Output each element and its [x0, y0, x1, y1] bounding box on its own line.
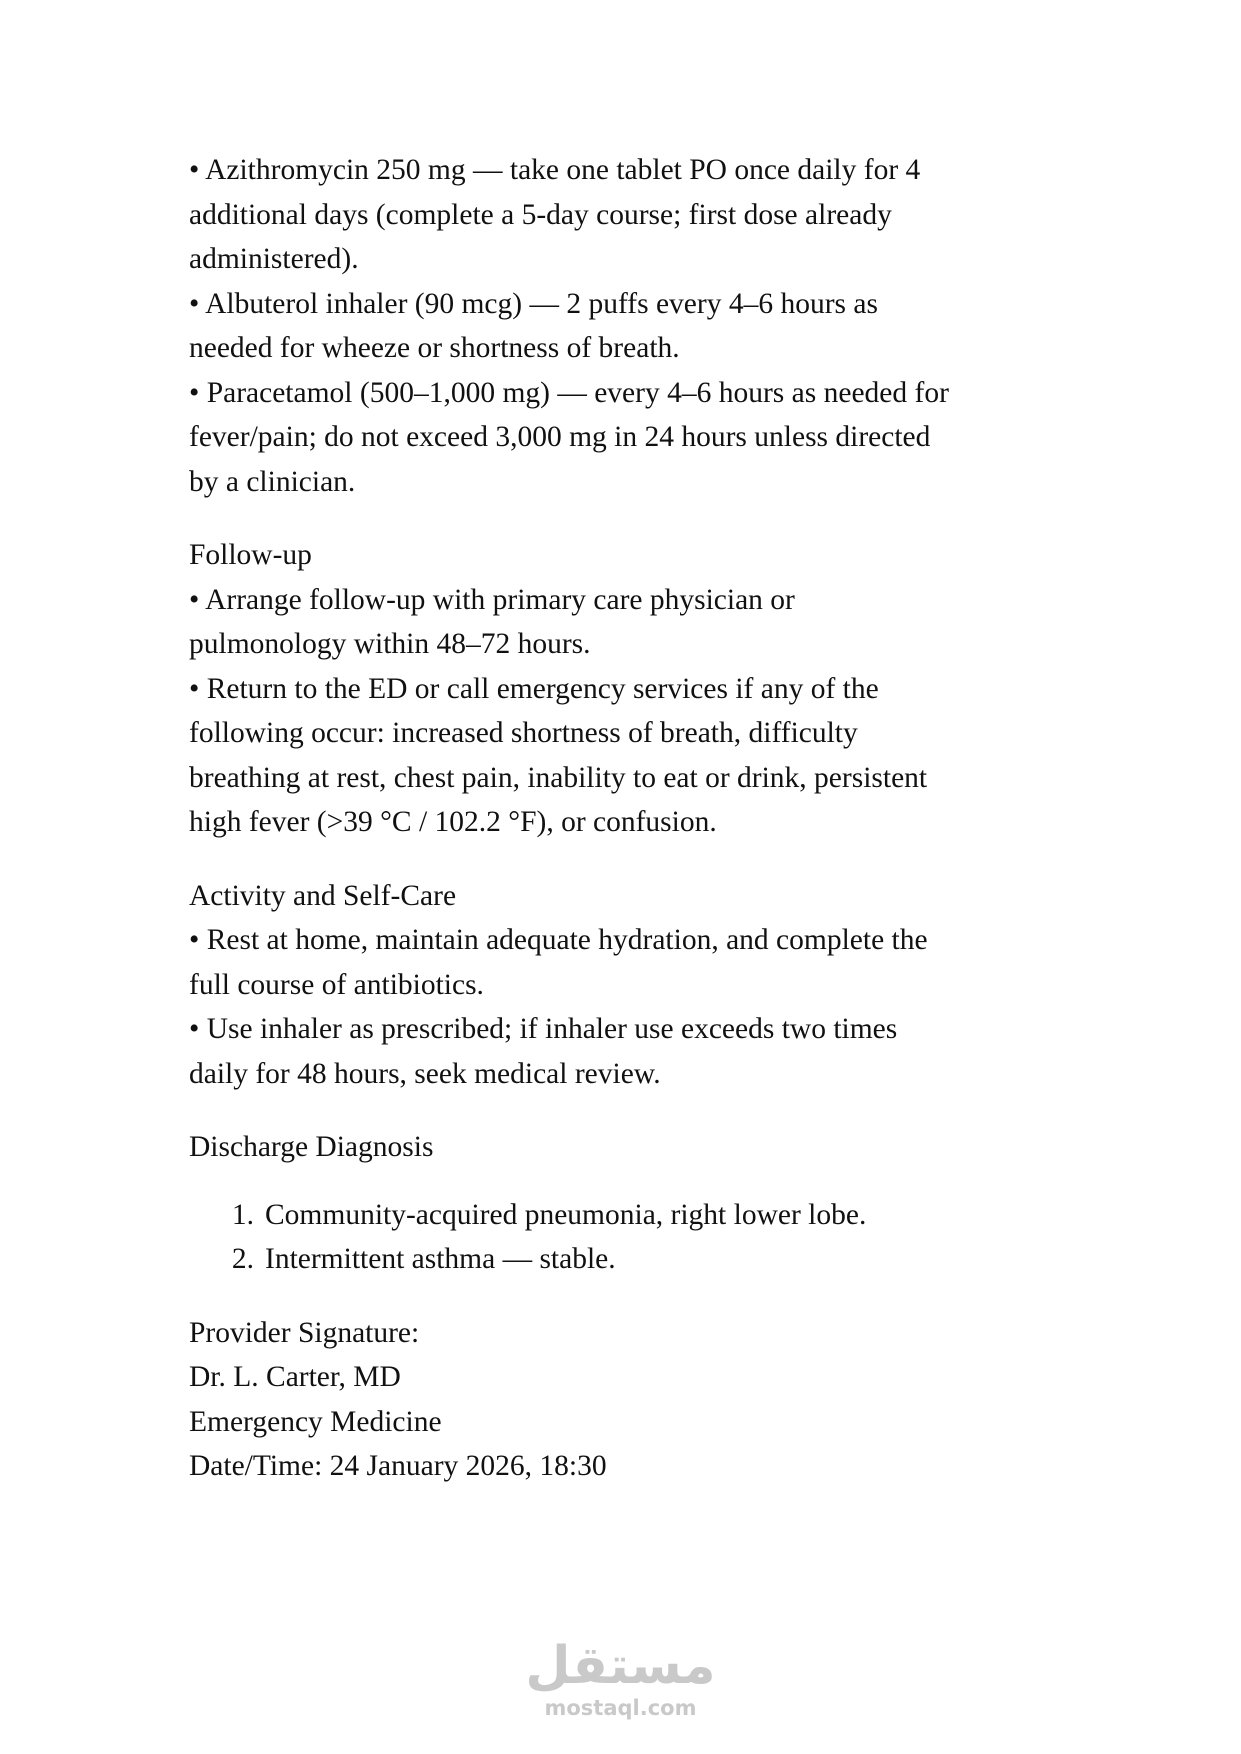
diagnosis-heading: Discharge Diagnosis — [189, 1131, 434, 1163]
follow-up-heading: Follow-up — [189, 539, 312, 571]
activity-section — [189, 874, 1089, 1097]
signature-block — [189, 1311, 1089, 1489]
signature-label: Provider Signature: — [189, 1316, 420, 1349]
diagnosis-section — [189, 1125, 1089, 1282]
provider-name: Dr. L. Carter, MD — [189, 1361, 401, 1393]
medication-item: • Paracetamol (500–1,000 mg) — every 4–6 hours as needed for fever/pain; do not exceed 3,000 mg in 24 hours unless directed by a clinician. — [189, 376, 949, 498]
diagnosis-list — [189, 1193, 1089, 1282]
follow-up-item: • Return to the ED or call emergency services if any of the following occur: increased shortness of breath, difficulty breathing at rest, chest pain, inability to eat or drink, persistent high fever (>39 °C / 102.2 °F), or confusion. — [189, 672, 928, 838]
medication-item: • Albuterol inhaler (90 mcg) — 2 puffs every 4–6 hours as needed for wheeze or shortness of breath. — [189, 287, 878, 364]
document-page — [189, 148, 1089, 1489]
medications-section — [189, 148, 1089, 504]
follow-up-item: • Arrange follow-up with primary care physician or pulmonology within 48–72 hours. — [189, 583, 795, 660]
signature-datetime: Date/Time: 24 January 2026, 18:30 — [189, 1450, 607, 1482]
watermark-latin: mostaql.com — [544, 1696, 697, 1720]
activity-item: • Use inhaler as prescribed; if inhaler use exceeds two times daily for 48 hours, seek medical review. — [189, 1013, 898, 1090]
provider-department: Emergency Medicine — [189, 1405, 442, 1438]
medication-item: • Azithromycin 250 mg — take one tablet PO once daily for 4 additional days (complete a 5-day course; first dose already administered). — [189, 154, 921, 275]
watermark-arabic: مستقل — [525, 1636, 716, 1696]
diagnosis-item: 1. Community-acquired pneumonia, right lower lobe. — [231, 1198, 867, 1231]
activity-item: • Rest at home, maintain adequate hydration, and complete the full course of antibiotics. — [189, 924, 928, 1001]
activity-heading: Activity and Self-Care — [189, 879, 457, 912]
follow-up-section — [189, 533, 1089, 845]
watermark — [0, 1637, 1241, 1721]
diagnosis-item: 2. Intermittent asthma — stable. — [231, 1243, 616, 1275]
